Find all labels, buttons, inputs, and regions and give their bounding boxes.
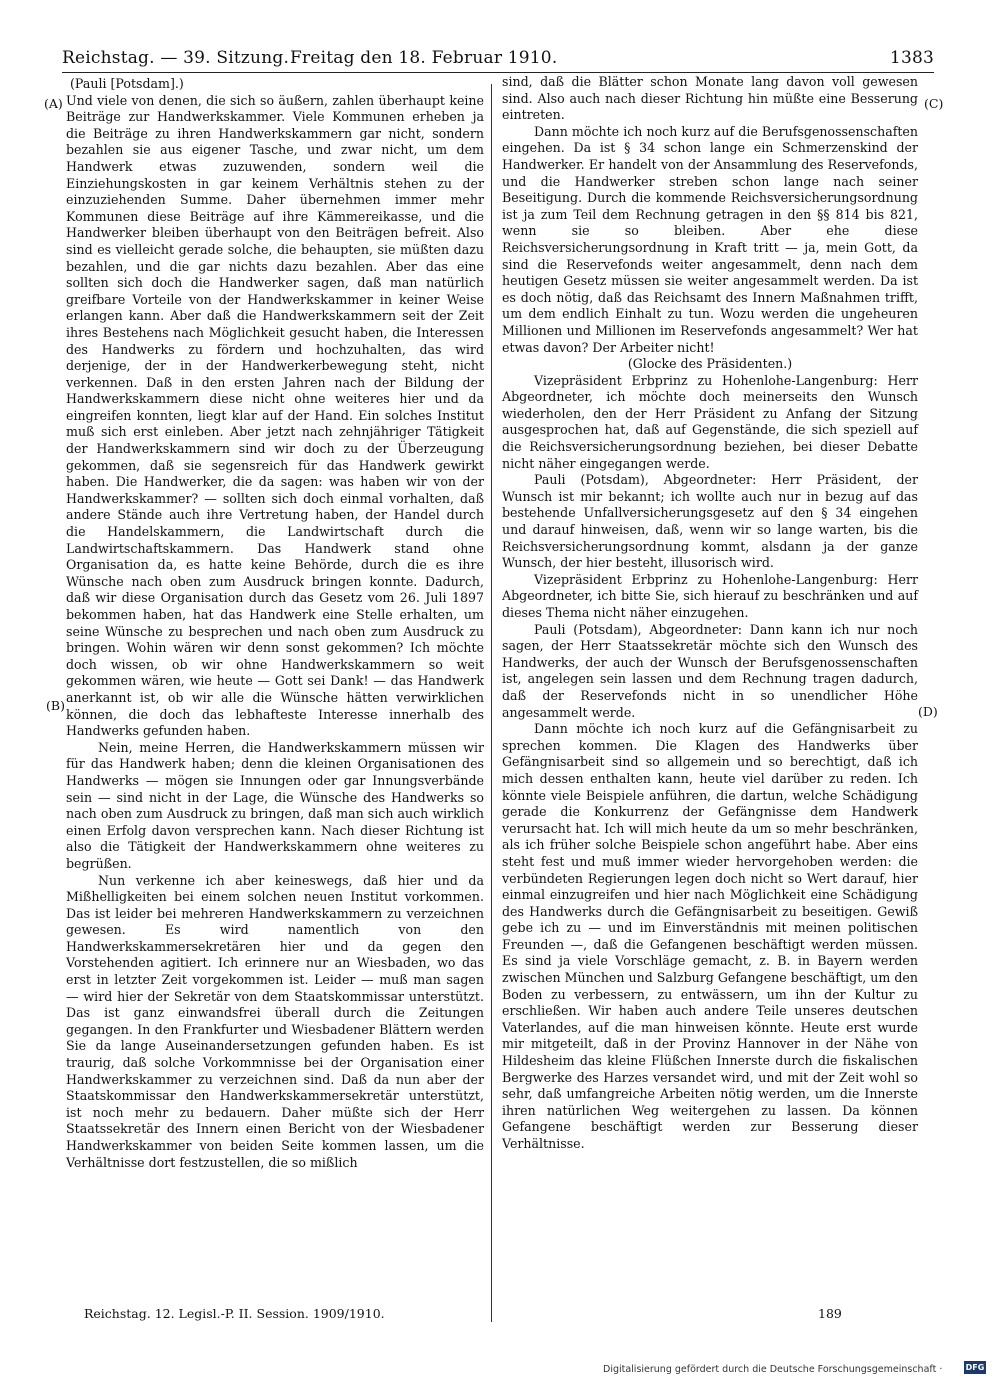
right-paragraph-4: Pauli (Potsdam), Abgeordneter: Herr Präsident, der Wunsch ist mir bekannt; ich wollte auch nur in bezug auf das bestehende Unfallversicherungsgesetz auf den § 34 eingehen und darauf hinweisen, daß, wenn wir so lange warten, bis die Reichsversicherungsordnung kommt, alsdann ja der ganze Wunsch, der hier besteht, illusorisch wird. [502, 472, 918, 571]
right-paragraph-6: Pauli (Potsdam), Abgeordneter: Dann kann ich nur noch sagen, der Herr Staatssekretär möchte sich den Wunsch des Handwerks, der auch der Wunsch der Berufsgenossenschaften ist, angelegen sein lassen und dem Rechnung tragen dadurch, daß der Reservefonds nicht in so unendlicher Höhe angesammelt werde. [502, 621, 918, 720]
header-rule [62, 72, 934, 73]
speaker-tag: (Pauli [Potsdam].) [70, 76, 184, 91]
margin-marker-c: (C) [924, 96, 944, 111]
header-date: Freitag den 18. Februar 1910. [290, 48, 558, 68]
right-paragraph-7: Dann möchte ich noch kurz auf die Gefängnisarbeit zu sprechen kommen. Die Klagen des Handwerks über Gefängnisarbeit sind so allgemein und so berechtigt, daß ich mich dessen enthalten kann, heute viel darüber zu reden. Ich könnte viele Beispiele anführen, die dartun, welche Schädigung gerade die Konkurrenz der Gefängnisse dem Handwerk verursacht hat. Ich will mich heute da um so mehr beschränken, als ich früher solche Beispiele schon angeführt habe. Aber eins steht fest und muß immer wieder hervorgehoben werden: die verbündeten Regierungen legen doch nicht so Wert darauf, hier einmal einzugreifen und hier nach Möglichkeit eine Schädigung des Handwerks durch die Gefängnisarbeit zu beseitigen. Gewiß gebe ich zu — und im Einverständnis mit meinen politischen Freunden —, daß die Gefangenen beschäftigt werden müssen. Es sind ja viele Vorschläge gemacht, z. B. in Bayern werden zwischen München und Salzburg Gefangene beschäftigt, um den Boden zu verbessern, zu entwässern, um ihn der Kultur zu erschließen. Wir haben auch andere Teile unseres deutschen Vaterlandes, auf die man hinweisen könnte. Heute erst wurde mir mitgeteilt, daß in der Provinz Hannover in der Nähe von Hildesheim das kleine Flüßchen Innerste durch die fiskalischen Bergwerke des Harzes versandet wird, und mit der Zeit wohl so sehr, daß umfangreiche Arbeiten nötig werden, um die Innerste ihren natürlichen Weg weitergehen zu lassen. Da können Gefangene beschäftigt werden zur Besserung dieser Verhältnisse. [502, 721, 918, 1151]
left-paragraph-3: Nun verkenne ich aber keineswegs, daß hier und da Mißhelligkeiten bei einem solchen neuen Institut vorkommen. Das ist leider bei mehreren Handwerkskammern zu verzeichnen gewesen. Es wird namentlich von den Handwerkskammersekretären hier und da gegen den Vorstehenden agitiert. Ich erinnere nur an Wiesbaden, wo das erst in letzter Zeit vorgekommen ist. Leider — muß man sagen — wird hier der Sekretär von dem Staatskommissar unterstützt. Das ist ganz einwandsfrei überall durch die Zeitungen gegangen. In den Frankfurter und Wiesbadener Blättern werden Sie da lange Auseinandersetzungen gefunden haben. Es ist traurig, daß solche Vorkommnisse bei der Organisation einer Handwerkskammer zu verzeichnen sind. Daß da nun aber der Staatskommissar den Handwerkskammersekretär unterstützt, ist noch mehr zu bedauern. Daher müßte sich der Herr Staatssekretär des Innern einen Bericht von der Wiesbadener Handwerkskammer von beiden Seite kommen lassen, um die Verhältnisse dort festzustellen, die so mißlich [66, 872, 484, 1170]
margin-marker-b: (B) [46, 698, 65, 713]
margin-marker-d: (D) [918, 704, 938, 719]
footer-sheet-number: 189 [818, 1306, 842, 1321]
page-number: 1383 [889, 48, 934, 68]
right-paragraph-2: Dann möchte ich noch kurz auf die Berufsgenossenschaften eingehen. Da ist § 34 schon lange ein Schmerzenskind der Handwerker. Er handelt von der Ansammlung des Reservefonds, und die Handwerker streben schon lange nach seiner Beseitigung. Durch die kommende Reichsversicherungsordnung ist ja zum Teil dem Rechnung getragen in den §§ 814 bis 821, wenn sie so bleiben. Aber ehe diese Reichsversicherungsordnung in Kraft tritt — ja, mein Gott, da sind die Reservefonds weiter angesammelt, denn nach dem heutigen Gesetz müssen sie weiter angesammelt werden. Da ist es doch nötig, daß das Reichsamt des Innern Maßnahmen trifft, um dem endlich Einhalt zu tun. Wozu werden die ungeheuren Millionen und Millionen im Reservefonds angesammelt? Wer hat etwas davon? Der Arbeiter nicht! [502, 123, 918, 355]
right-column [502, 74, 918, 1153]
dfg-credit: Digitalisierung gefördert durch die Deutsche Forschungsgemeinschaft · [603, 1364, 943, 1375]
right-paragraph-1: sind, daß die Blätter schon Monate lang davon voll gewesen sind. Also auch nach dieser Richtung hin müßte eine Besserung eintreten. [502, 74, 918, 123]
left-paragraph-1: Und viele von denen, die sich so äußern, zahlen überhaupt keine Beiträge zur Handwerkskammer. Viele Kommunen erheben ja die Beiträge zu ihren Handwerkskammern gar nicht, sondern bezahlen sie aus eigener Tasche, und zwar nicht, um dem Handwerk etwas zuzuwenden, sondern weil die Einziehungskosten in gar keinem Verhältnis stehen zu der einzuziehenden Summe. Daher übernehmen immer mehr Kommunen diese Beiträge auf ihre Kämmereikasse, und die Handwerker bleiben überhaupt von den Beiträgen befreit. Also sind es vielleicht gerade solche, die behaupten, sie müßten dazu bezahlen, und die gar nichts dazu bezahlen. Aber das eine sollten sich doch die Handwerker sagen, daß man natürlich greifbare Vorteile von der Handwerkskammer in keiner Weise erlangen kann. Aber daß die Handwerkskammern seit der Zeit ihres Bestehens nach Möglichkeit gesucht haben, die Interessen des Handwerks zu fördern und hochzuhalten, das wird derjenige, der in der Handwerkerbewegung steht, nicht verkennen. Daß in den ersten Jahren nach der Bildung der Handwerkskammern diese nicht ohne weiteres hier und da eingreifen konnten, liegt klar auf der Hand. Ein solches Institut muß sich erst einleben. Aber jetzt nach zehnjähriger Tätigkeit der Handwerkskammern sind wir doch zu der Überzeugung gekommen, daß sie segensreich für das Handwerk gewirkt haben. Die Handwerker, die da sagen: was haben wir von der Handwerkskammer? — sollten sich doch einmal vorhalten, daß andere Stände auch ihre Vertretung haben, der Handel durch die Handelskammern, die Landwirtschaft durch die Landwirtschaftskammern. Das Handwerk stand ohne Organisation da, es hatte keine Behörde, durch die es ihre Wünsche nach oben zum Ausdruck bringen konnte. Dadurch, daß wir diese Organisation durch das Gesetz vom 26. Juli 1897 bekommen haben, hat das Handwerk eine Stelle erhalten, um seine Wünsche zu besprechen und nach oben zum Ausdruck zu bringen. Wohin wären wir denn sonst gekommen? Ich möchte doch wissen, ob wir ohne Handwerkskammern so weit gekommen wären, wie heute — Gott sei Dank! — das Handwerk anerkannt ist, ob wir alle die Wünsche hätten verwirklichen können, die doch das lebhafteste Interesse innerhalb des Handwerks gefunden haben. [66, 92, 484, 739]
column-divider [491, 84, 492, 1322]
right-paragraph-5: Vizepräsident Erbprinz zu Hohenlohe-Langenburg: Herr Abgeordneter, ich bitte Sie, sich hierauf zu beschränken und auf dieses Thema nicht näher einzugehen. [502, 571, 918, 620]
right-paragraph-3: Vizepräsident Erbprinz zu Hohenlohe-Langenburg: Herr Abgeordneter, ich möchte doch meinerseits den Wunsch wiederholen, den der Herr Präsident zu Anfang der Sitzung ausgesprochen hat, daß auf Gegenstände, die sich speziell auf die Reichsversicherungsordnung beziehen, bei dieser Debatte nicht näher eingegangen werde. [502, 372, 918, 471]
interjection-bell: (Glocke des Präsidenten.) [627, 356, 793, 372]
left-paragraph-2: Nein, meine Herren, die Handwerkskammern müssen wir für das Handwerk haben; denn die kleinen Organisationen des Handwerks — mögen sie Innungen oder gar Innungsverbände sein — sind nicht in der Lage, die Wünsche des Handwerks so nach oben zum Ausdruck zu bringen, daß man sich auch wirklich einen Erfolg davon versprechen kann. Nach dieser Richtung ist also die Tätigkeit der Handwerkskammern ohne weiteres zu begrüßen. [66, 739, 484, 871]
running-header [62, 48, 934, 68]
footer-session-info: Reichstag. 12. Legisl.-P. II. Session. 1909/1910. [84, 1306, 385, 1321]
margin-marker-a: (A) [44, 96, 63, 111]
dfg-logo: DFG [965, 1363, 985, 1372]
left-column [66, 74, 484, 1171]
header-left: Reichstag. — 39. Sitzung. [62, 48, 290, 68]
